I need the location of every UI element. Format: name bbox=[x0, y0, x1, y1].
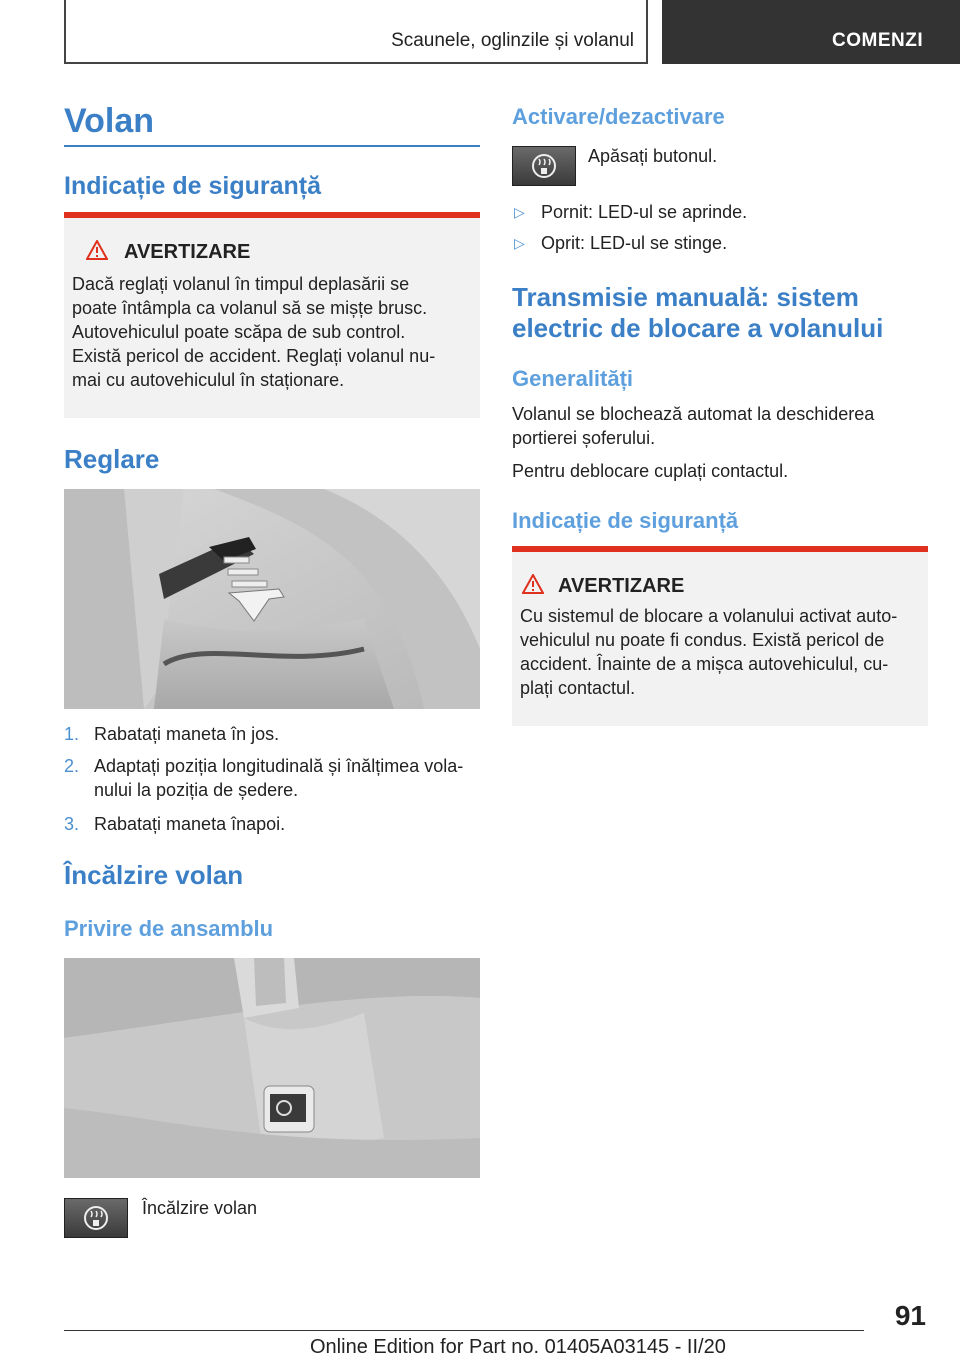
step-text: Rabatați maneta în jos. bbox=[94, 724, 280, 744]
heating-button-photo bbox=[64, 958, 480, 1178]
warning-line: vehiculul nu poate fi condus. Există pericol de bbox=[520, 630, 885, 650]
header-chapter-tab bbox=[662, 0, 960, 64]
bullet-icon: ▷ bbox=[514, 235, 525, 251]
steering-lever-photo bbox=[64, 489, 480, 709]
warning-line: Dacă reglați volanul în timpul deplasării se bbox=[72, 274, 410, 294]
step-line: Adaptați poziția longitudinală și înălțimea vola- bbox=[94, 756, 464, 776]
step-text bbox=[94, 754, 463, 802]
general-heading: Generalități bbox=[512, 366, 634, 391]
bullet-text: Oprit: LED-ul se stinge. bbox=[541, 233, 728, 253]
warning-label: AVERTIZARE bbox=[124, 241, 251, 263]
step-number: 3. bbox=[64, 814, 80, 834]
steering-button-icon-box bbox=[512, 146, 576, 186]
warning-box-left bbox=[64, 212, 480, 418]
activate-heading: Activare/dezactivare bbox=[512, 104, 725, 129]
warning-line: plați contactul. bbox=[520, 678, 636, 698]
adjust-heading: Reglare bbox=[64, 444, 160, 474]
footer-edition: Online Edition for Part no. 01405A03145 - II/20 bbox=[310, 1336, 726, 1358]
header-section-title: Scaunele, oglinzile și volanul bbox=[391, 30, 634, 51]
page-title: Volan bbox=[64, 102, 155, 140]
warning-bar bbox=[64, 212, 480, 218]
heading-line: electric de blocare a volanului bbox=[512, 313, 884, 343]
heated-steering-wheel-icon bbox=[513, 147, 575, 185]
warning-text bbox=[520, 604, 897, 700]
heating-caption: Încălzire volan bbox=[142, 1198, 258, 1218]
header-chapter-label: COMENZI bbox=[832, 30, 924, 51]
unlock-text: Pentru deblocare cuplați contactul. bbox=[512, 461, 789, 481]
step-line: nului la poziția de ședere. bbox=[94, 780, 299, 800]
general-line: portierei șoferului. bbox=[512, 428, 656, 448]
heating-button-icon bbox=[64, 1198, 128, 1238]
footer-rule bbox=[64, 1330, 864, 1331]
header-section-box bbox=[64, 0, 648, 64]
warning-triangle-icon bbox=[522, 574, 544, 594]
steering-lock-heading bbox=[512, 282, 883, 344]
step-text: Rabatați maneta înapoi. bbox=[94, 814, 286, 834]
step-number: 2. bbox=[64, 756, 80, 776]
bullet-icon: ▷ bbox=[514, 204, 525, 220]
warning-triangle-icon bbox=[86, 240, 108, 260]
bullet-text: Pornit: LED-ul se aprinde. bbox=[541, 202, 748, 222]
warning-box-right bbox=[512, 546, 928, 726]
general-text bbox=[512, 402, 874, 450]
warning-line: accident. Înainte de a mișca autovehiculul, cu- bbox=[520, 654, 889, 674]
warning-text bbox=[72, 272, 435, 392]
warning-line: Cu sistemul de blocare a volanului activat auto- bbox=[520, 606, 898, 626]
page-number: 91 bbox=[894, 1300, 926, 1331]
warning-bar bbox=[512, 546, 928, 552]
overview-heading: Privire de ansamblu bbox=[64, 916, 274, 941]
warning-line: poate întâmpla ca volanul să se mișțe brusc. bbox=[72, 298, 428, 318]
heading-line: Transmisie manuală: sistem bbox=[512, 282, 859, 312]
step-number: 1. bbox=[64, 724, 80, 744]
warning-label: AVERTIZARE bbox=[558, 575, 685, 597]
heated-steering-wheel-icon bbox=[65, 1199, 127, 1237]
warning-line: Autovehiculul poate scăpa de sub control. bbox=[72, 322, 406, 342]
heating-heading: Încălzire volan bbox=[64, 860, 244, 890]
safety-heading-right: Indicație de siguranță bbox=[512, 508, 739, 533]
title-rule bbox=[64, 145, 480, 147]
warning-line: mai cu autovehiculul în staționare. bbox=[72, 370, 345, 390]
press-button-text: Apăsați butonul. bbox=[588, 146, 718, 166]
general-line: Volanul se blochează automat la deschiderea bbox=[512, 404, 875, 424]
safety-heading-left: Indicație de siguranță bbox=[64, 172, 322, 200]
warning-line: Există pericol de accident. Reglați volanul nu- bbox=[72, 346, 436, 366]
